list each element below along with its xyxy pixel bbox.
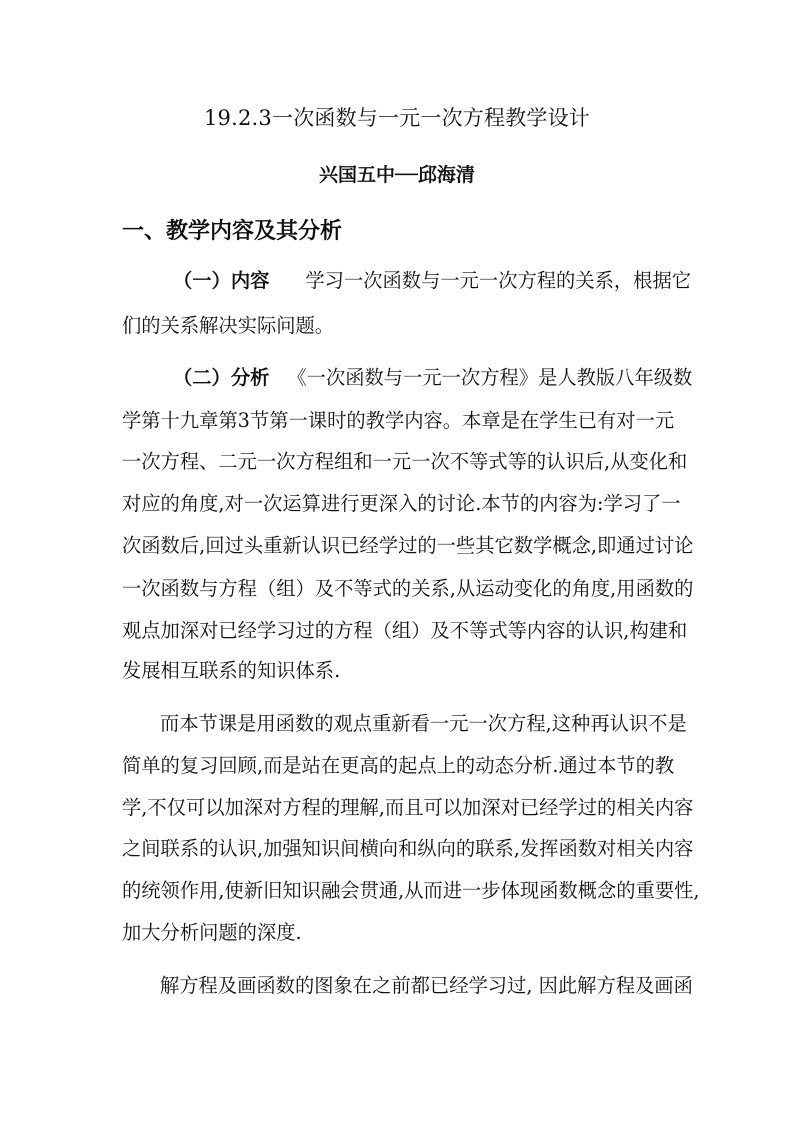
document-author: 兴国五中──邱海清: [319, 164, 475, 186]
analysis-line-6: 一次函数与方程（组）及不等式的关系,从运动变化的角度,用函数的: [122, 577, 694, 600]
paragraph2-line-2: 简单的复习回顾,而是站在更高的起点上的动态分析.通过本节的教: [122, 754, 675, 777]
paragraph2-line-6: 加大分析问题的深度.: [122, 921, 302, 944]
analysis-line-2: 学第十九章第3节第一课时的教学内容。本章是在学生已有对一元: [122, 409, 675, 432]
document-title: 19.2.3一次函数与一元一次方程教学设计: [204, 106, 590, 130]
analysis-line-5: 次函数后,回过头重新认识已经学过的一些其它数学概念,即通过讨论: [122, 534, 694, 557]
analysis-line-4: 对应的角度,对一次运算进行更深入的讨论.本节的内容为:学习了一: [122, 492, 681, 515]
paragraph2-line-3: 学,不仅可以加深对方程的理解,而且可以加深对已经学过的相关内容: [122, 796, 694, 819]
paragraph2-line-4: 之间联系的认识,加强知识间横向和纵向的联系,发挥函数对相关内容: [122, 837, 694, 860]
content-line-2: 们的关系解决实际问题。: [122, 314, 335, 337]
paragraph3-line-1: 解方程及画函数的图象在之前都已经学习过, 因此解方程及画函: [160, 974, 693, 997]
analysis-label: （二）分析: [173, 366, 270, 389]
analysis-line-1: [173, 363, 692, 393]
analysis-text-1: 《一次函数与一元一次方程》是人教版八年级数: [287, 366, 693, 389]
content-label: （一）内容: [173, 269, 270, 292]
section-heading: 一、教学内容及其分析: [122, 218, 343, 244]
content-text-1: 学习一次函数与一元一次方程的关系，根据它: [305, 269, 692, 292]
analysis-line-3: 一次方程、二元一次方程组和一元一次不等式等的认识后,从变化和: [122, 450, 688, 473]
paragraph2-line-1: 而本节课是用函数的观点重新看一元一次方程,这种再认识不是: [160, 712, 687, 735]
analysis-line-7: 观点加深对已经学习过的方程（组）及不等式等内容的认识,构建和: [122, 619, 688, 642]
paragraph2-line-5: 的统领作用,使新旧知识融会贯通,从而进一步体现函数概念的重要性,: [122, 879, 700, 902]
analysis-line-8: 发展相互联系的知识体系.: [122, 659, 341, 682]
content-line-1: [173, 266, 691, 296]
